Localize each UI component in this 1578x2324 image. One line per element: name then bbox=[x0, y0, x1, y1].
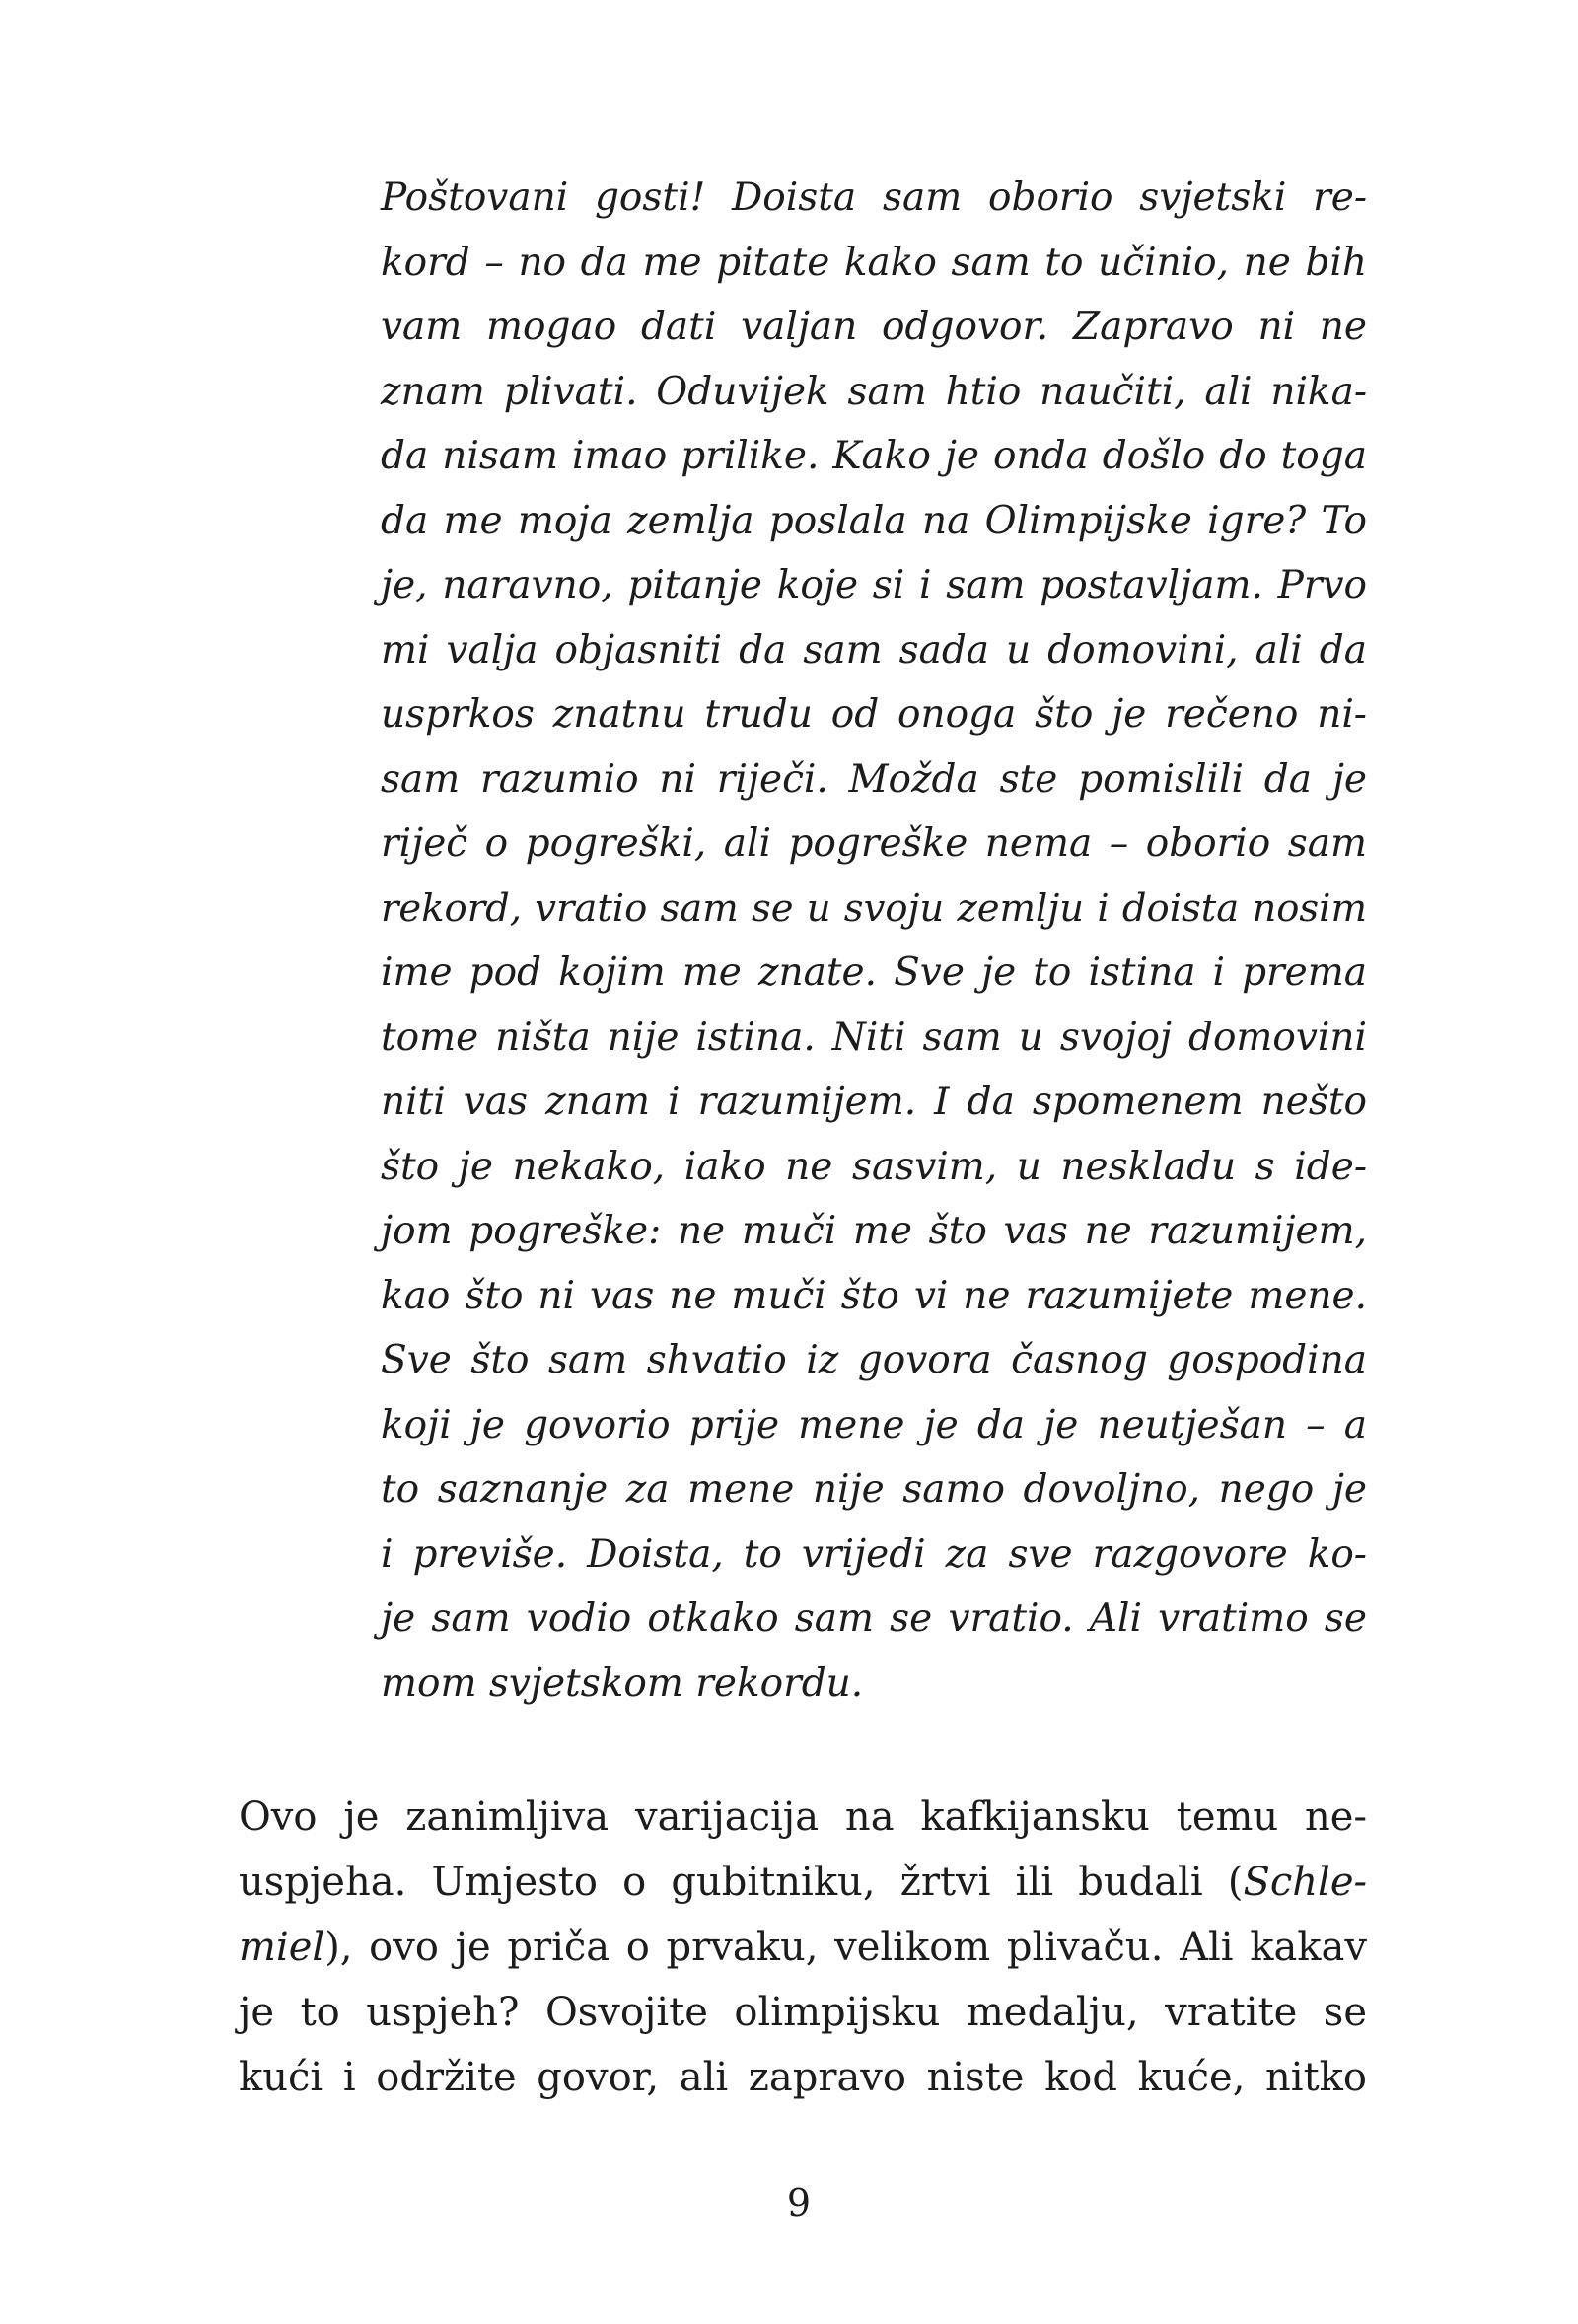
quote-line: Poštovani gosti! Doista sam oborio svjetski re- bbox=[381, 176, 1367, 220]
body-line: kući i održite govor, ali zapravo niste kod kuće, nitko bbox=[239, 2055, 1367, 2100]
quote-line: znam plivati. Oduvijek sam htio naučiti, ali nika- bbox=[381, 369, 1367, 414]
body-line: je to uspjeh? Osvojite olimpijsku medalju, vratite se bbox=[239, 1990, 1367, 2035]
quote-line: koji je govorio prije mene je da je neutješan – a bbox=[381, 1402, 1367, 1447]
body-text-italic: Schle- bbox=[1243, 1860, 1367, 1905]
quote-line: to saznanje za mene nije samo dovoljno, nego je bbox=[381, 1467, 1367, 1512]
quote-line: kao što ni vas ne muči što vi ne razumijete mene. bbox=[381, 1273, 1367, 1318]
quote-line: vam mogao dati valjan odgovor. Zapravo ni ne bbox=[381, 305, 1367, 349]
quote-line: mom svjetskom rekordu. bbox=[381, 1660, 864, 1706]
quote-line: sam razumio ni riječi. Možda ste pomislili da je bbox=[381, 756, 1367, 802]
body-paragraph bbox=[239, 1785, 1367, 2110]
quote-line: ime pod kojim me znate. Sve je to istina i prema bbox=[381, 951, 1367, 995]
quote-line: mi valja objasniti da sam sada u domovini, ali da bbox=[381, 627, 1367, 672]
quote-line: riječ o pogreški, ali pogreške nema – oborio sam bbox=[381, 821, 1367, 866]
body-line bbox=[239, 1850, 1367, 1915]
body-text-roman: uspjeha. Umjesto o gubitniku, žrtvi ili budali ( bbox=[239, 1860, 1244, 1905]
quote-line: rekord, vratio sam se u svoju zemlju i doista nosim bbox=[381, 885, 1367, 931]
block-quote bbox=[381, 166, 1367, 1716]
quote-line: usprkos znatnu trudu od onoga što je rečeno ni- bbox=[381, 692, 1367, 737]
quote-line: je sam vodio otkako sam se vratio. Ali vratimo se bbox=[381, 1596, 1367, 1641]
body-text-roman: ), ovo je priča o prvaku, velikom plivaču. Ali kakav bbox=[324, 1925, 1367, 1970]
body-line bbox=[239, 1915, 1367, 1980]
quote-line: da nisam imao prilike. Kako je onda došlo do toga bbox=[381, 434, 1367, 478]
quote-line: niti vas znam i razumijem. I da spomenem nešto bbox=[381, 1080, 1367, 1124]
quote-line: je, naravno, pitanje koje si i sam postavljam. Prvo bbox=[381, 563, 1367, 607]
body-text-italic: miel bbox=[239, 1925, 325, 1970]
body-line: Ovo je zanimljiva varijacija na kafkijansku temu ne- bbox=[239, 1795, 1367, 1840]
quote-line: kord – no da me pitate kako sam to učinio, ne bih bbox=[381, 240, 1367, 285]
page-number: 9 bbox=[786, 2181, 812, 2224]
quote-line: tome ništa nije istina. Niti sam u svojoj domovini bbox=[381, 1015, 1367, 1060]
quote-line: što je nekako, iako ne sasvim, u neskladu s ide- bbox=[381, 1144, 1367, 1189]
quote-line: i previše. Doista, to vrijedi za sve razgovore ko- bbox=[381, 1531, 1367, 1577]
quote-line: da me moja zemlja poslala na Olimpijske igre? To bbox=[381, 498, 1367, 543]
quote-line: Sve što sam shvatio iz govora časnog gospodina bbox=[381, 1338, 1367, 1382]
quote-line: jom pogreške: ne muči me što vas ne razumijem, bbox=[381, 1209, 1367, 1253]
